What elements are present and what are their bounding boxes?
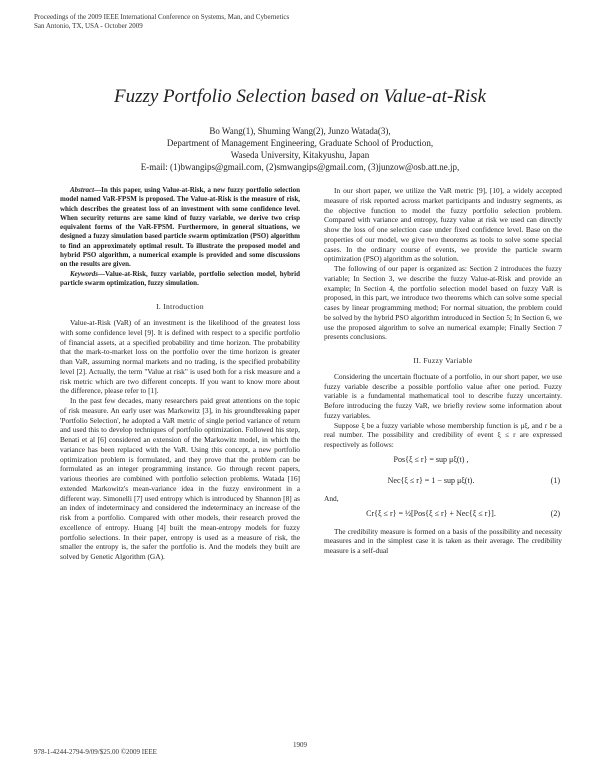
abstract — [60, 186, 300, 270]
equation-cr-body: Cr{ξ ≤ r} = ½[Pos{ξ ≤ r} + Nec{ξ ≤ r}]. — [366, 508, 496, 518]
author-department: Department of Management Engineering, Graduate School of Production, — [166, 138, 434, 148]
section-heading-fuzzy-variable: II. Fuzzy Variable — [413, 356, 473, 365]
keywords-label: Keywords — [70, 269, 98, 278]
author-block — [0, 125, 600, 173]
equation-pos-body: Pos{ξ ≤ r} = sup μξ(t) , — [393, 454, 469, 464]
keywords-text: —Value-at-Risk, fuzzy variable, portfolio selection model, hybrid particle swarm optimization, fuzzy simulation. — [60, 269, 300, 287]
section-heading-introduction: I. Introduction — [156, 302, 204, 312]
keywords — [60, 270, 300, 289]
and-text: And, — [324, 493, 339, 503]
left-column — [60, 186, 300, 562]
equation-cr — [324, 506, 562, 525]
author-names: Bo Wang(1), Shuming Wang(2), Junzo Watada(3), — [209, 126, 391, 136]
right-paragraph-1: In our short paper, we utilize the VaR metric [9], [10], a widely accepted measure of risk reported across market participants and industry segments, as the objective function to model the fuzzy portfolio selection problem. Compared with variance and entropy, fuzzy value at risk we used can directly show the loss of one selection case under fixed confidence level. Base on the properties of our model, we give two theorems as tools to solve some special cases. In the ordinary course of events, we provide the particle swarm optimization (PSO) algorithm as the solution. — [324, 186, 562, 264]
right-column — [324, 186, 562, 556]
fuzzy-paragraph-2: Suppose ξ be a fuzzy variable whose membership function is μξ, and r be a real number. The possibility and credibility of event ξ ≤ r are expressed respectively as follows: — [324, 420, 562, 449]
equation-pos — [324, 452, 562, 471]
proceedings-header — [34, 13, 289, 31]
isbn-footer: 978-1-4244-2794-9/09/$25.00 ©2009 IEEE — [34, 748, 157, 756]
equation-nec-body: Nec{ξ ≤ r} = 1 − sup μξ(t). — [387, 475, 475, 485]
equation-1-number: (1) — [550, 475, 560, 485]
page-number: 1909 — [293, 741, 307, 749]
abstract-label: Abstract — [70, 186, 95, 194]
credibility-paragraph: The credibility measure is formed on a basis of the possibility and necessity measures and in the simplest case it is taken as their average. The credibility measure is a self-dual — [324, 526, 562, 555]
intro-paragraph-2: In the past few decades, many researchers paid great attentions on the topic of risk measure. An early user was Markowitz [3], in his groundbreaking paper 'Portfolio Selection', he adopted a VaR metric of single period variance of return and used this to develop techniques of portfolio optimization. Followed his step, Benati et al [6] considered an extension of the Markowitz model, in which the variance has been replaced with the VaR. Using this concept, a new portfolio optimization problem is formulated, and they prove that the problem can be formulated as an integer programming instance. Go through recent papers, various theories are combined with portfolio selection problems. Watada [16] extended Markowitz's mean-variance idea in the fuzzy environment in a different way. Simonelli [7] used entropy which is introduced by Shannon [8] as an index of indeterminacy and considered the indeterminacy an increase of the risk from a portfolio. Compared with other models, their research proved the excellence of entropy. Huang [4] built the mean-entropy models for fuzzy portfolio selections. In their paper, entropy is used as a measure of risk, the smaller the entropy is, the safer the portfolio is. And the models they built are solved by Genetic Algorithm (GA). — [60, 396, 300, 562]
intro-paragraph-1: Value-at-Risk (VaR) of an investment is the likelihood of the greatest loss with some confidence level [9]. It is defined with respect to a specific portfolio of financial assets, at a specified probability and time horizon. The probability that the mark-to-market loss on the portfolio over the time horizon is greater than VaR, assuming normal markets and no trading, is the specified probability level [2]. Actually, the term "Value at risk" is used both for a risk measure and a risk metric which are two different concepts. If you want to know more about the difference, please refer to [1]. — [60, 318, 300, 396]
proceedings-line: Proceedings of the 2009 IEEE International Conference on Systems, Man, and Cybernetics — [34, 13, 290, 21]
paper-title: Fuzzy Portfolio Selection based on Value-at-Risk — [113, 86, 486, 107]
right-paragraph-2: The following of our paper is organized as: Section 2 introduces the fuzzy variable; In Section 3, we describe the fuzzy Value-at-Risk and provide an example; In Section 4, the portfolio selection model based on fuzzy VaR is proposed, in this part, we introduce two theorems which can solve some special cases by linear programming method; For normal situation, the problem could be solved by the hybrid PSO algorithm introduced in Section 5; In Section 6, we use the proposed algorithm to solve an numerical example; Finally Section 7 presents conclusions. — [324, 264, 562, 342]
author-university: Waseda University, Kitakyushu, Japan — [230, 150, 370, 160]
abstract-text: —In this paper, using Value-at-Risk, a new fuzzy portfolio selection model named VaR-FPSM is proposed. The Value-at-Risk is the measure of risk, which describes the greatest loss of an investment with some confidence level. When security returns are same kind of fuzzy variable, we derive two crisp equivalent forms of the VaR-FPSM. Furthermore, in general situations, we designed a fuzzy simulation based particle swarm optimization (PSO) algorithm to find an approximately optimal result. To illustrate the proposed model and hybrid PSO algorithm, a numerical example is provided and some discussions on the results are given. — [60, 186, 300, 269]
equation-2-number: (2) — [550, 508, 560, 518]
fuzzy-paragraph-1: Considering the uncertain fluctuate of a portfolio, in our short paper, we use fuzzy variable describe a possible portfolio value after one period. Fuzzy variable is a fundamental mathematical tool to describe fuzzy uncertainty. Before introducing the fuzzy VaR, we briefly review some information about fuzzy variables. — [324, 371, 562, 420]
author-email: E-mail: (1)bwangips@gmail.com, (2)smwangips@gmail.com, (3)junzow@osb.att.ne.jp, — [140, 162, 460, 172]
equation-nec — [324, 473, 562, 492]
location-line: San Antonio, TX, USA - October 2009 — [34, 22, 143, 30]
